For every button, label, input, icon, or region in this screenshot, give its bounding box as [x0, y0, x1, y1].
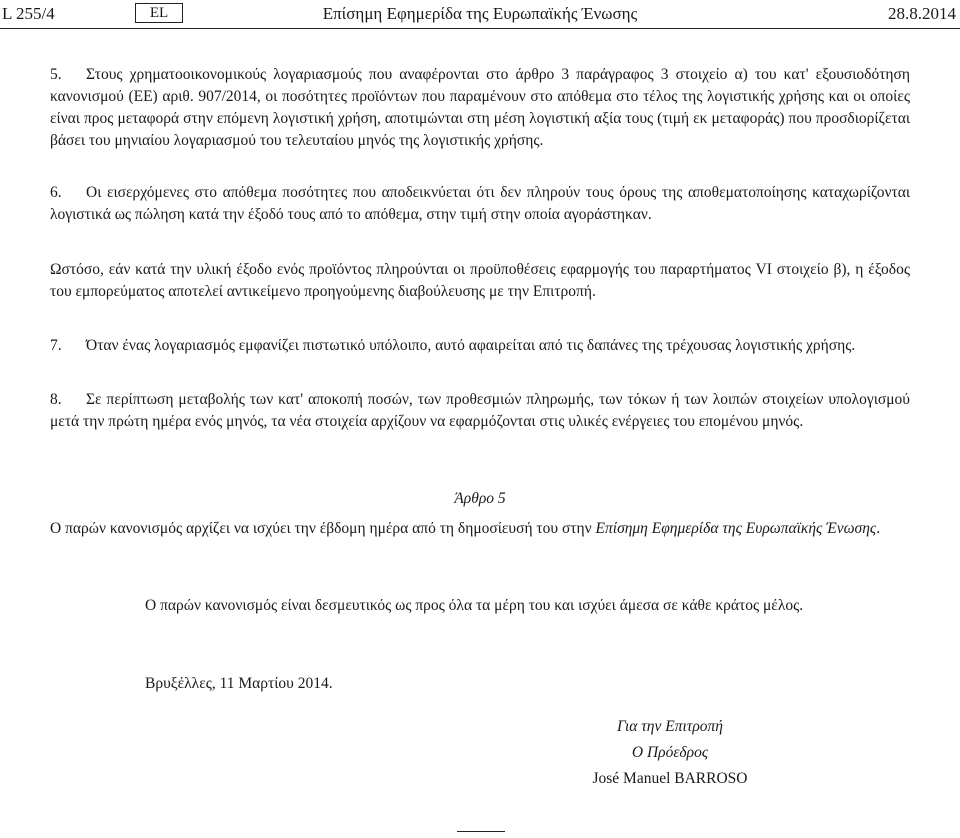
paragraph-8 [50, 389, 910, 433]
publication-date: 28.8.2014 [888, 4, 956, 23]
page-header [0, 2, 960, 29]
journal-title: Επίσημη Εφημερίδα της Ευρωπαϊκής Ένωσης [322, 4, 638, 23]
paragraph-text: Όταν ένας λογαριασμός εμφανίζει πιστωτικό υπόλοιπο, αυτό αφαιρείται από τις δαπάνες της τρέχουσας λογιστικής χρήσης. [86, 337, 856, 354]
journal-name-italic: Επίσημη Εφημερίδα της Ευρωπαϊκής Ένωσης [595, 520, 877, 537]
paragraph-number: 5. [50, 66, 62, 83]
paragraph-text: Στους χρηματοοικονομικούς λογαριασμούς που αναφέρονται στο άρθρο 3 παράγραφος 3 στοιχείο α) του κατ' εξουσιοδότηση κανονισμού (ΕΕ) αριθ. 907/2014, οι ποσότητες προϊόντων που παραμένουν στο απόθεμα στο τέλος της λογιστικής χρήσης και οι οποίες είναι προς μεταφορά στην επόμενη λογιστική χρήση, αποτιμώνται στη μέση λογιστική αξία τους (τιμή εκ μεταφοράς) που προσδιορίζεται βάσει του μηνιαίου λογαριασμού του τελευταίου μηνός της λογιστικής χρήσης. [50, 66, 910, 149]
footnote-separator [457, 831, 505, 832]
paragraph-number: 8. [50, 391, 62, 408]
article-5-text-lead: Ο παρών κανονισμός αρχίζει να ισχύει την έβδομη ημέρα από τη δημοσίευσή του στην [50, 520, 596, 537]
signatory-name: José Manuel BARROSO [592, 770, 748, 787]
paragraph-number: 6. [50, 184, 62, 201]
paragraph-number: 7. [50, 337, 62, 354]
language-badge: EL [135, 3, 183, 23]
paragraph-5 [50, 64, 910, 152]
page-reference: L 255/4 [2, 4, 55, 23]
paragraph-text: Οι εισερχόμενες στο απόθεμα ποσότητες που αποδεικνύεται ότι δεν πληρούν τους όρους της αποθεματοποίησης καταχωρίζονται λογιστικά ως πώληση κατά την έξοδό τους από το απόθεμα, στην τιμή στην οποία αγοράστηκαν. [50, 184, 910, 223]
signature-role: Ο Πρόεδρος [631, 744, 709, 761]
article-5-text [50, 518, 910, 540]
paragraph-6-second: Ωστόσο, εάν κατά την υλική έξοδο ενός προϊόντος πληρούνται οι προϋποθέσεις εφαρμογής του παραρτήματος VI στοιχείο β), η έξοδος του εμπορεύματος αποτελεί αντικείμενο προηγούμενης διαβούλευσης με την Επιτροπή. [50, 261, 910, 300]
signature-for-line: Για την Επιτροπή [616, 718, 723, 735]
article-5-text-end: . [876, 520, 881, 537]
paragraph-6 [50, 182, 910, 226]
paragraph-7 [50, 335, 910, 357]
binding-statement: Ο παρών κανονισμός είναι δεσμευτικός ως προς όλα τα μέρη του και ισχύει άμεσα σε κάθε κράτος μέλος. [145, 597, 804, 614]
place-and-date: Βρυξέλλες, 11 Μαρτίου 2014. [145, 675, 333, 692]
article-heading: Άρθρο 5 [454, 490, 506, 507]
paragraph-text: Σε περίπτωση μεταβολής των κατ' αποκοπή ποσών, των προθεσμιών πληρωμής, των τόκων ή των λοιπών στοιχείων υπολογισμού μετά την πρώτη ημέρα ενός μηνός, τα νέα στοιχεία αρχίζουν να εφαρμόζονται στις υλικές ενέργειες του επομένου μηνός. [50, 391, 910, 430]
